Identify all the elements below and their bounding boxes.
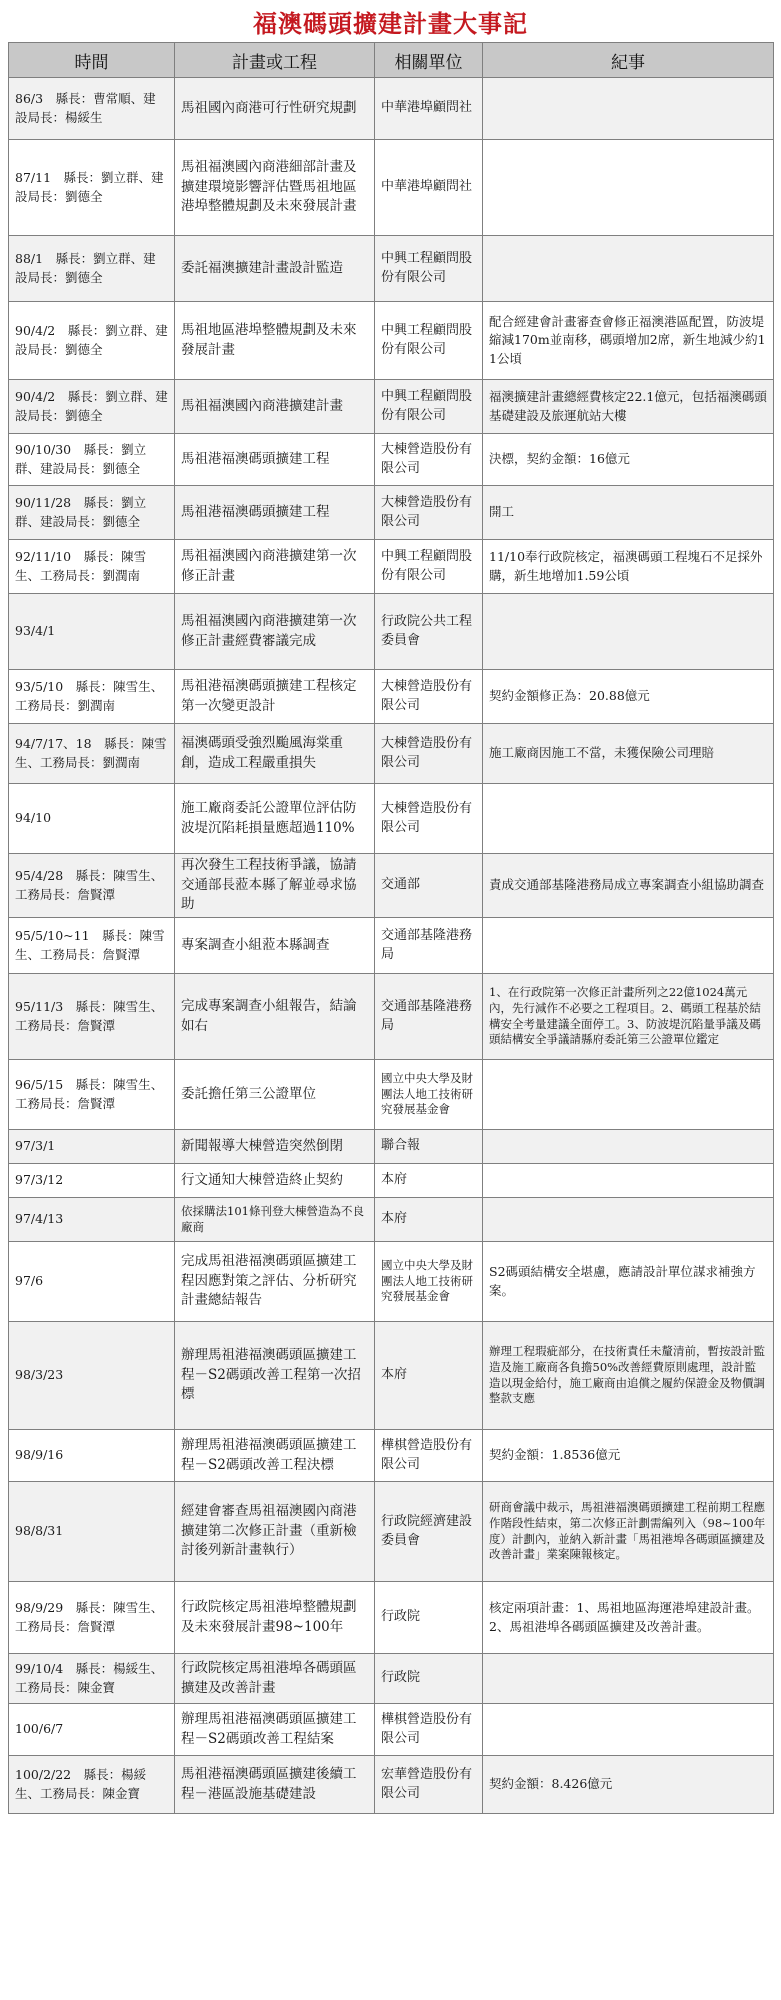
table-row [9,974,774,1060]
table-row [9,1582,774,1654]
table-row [9,1756,774,1814]
cell-note [483,1164,774,1198]
cell-time: 95/4/28 縣長：陳雪生、工務局長：詹賢潭 [9,854,175,918]
cell-time: 95/5/10~11 縣長：陳雪生、工務局長：詹賢潭 [9,918,175,974]
cell-note: 福澳擴建計畫總經費核定22.1億元，包括福澳碼頭基礎建設及旅運航站大樓 [483,380,774,434]
table-row [9,784,774,854]
table-row [9,1430,774,1482]
cell-time: 95/11/3 縣長：陳雪生、工務局長：詹賢潭 [9,974,175,1060]
cell-note: 核定兩項計畫：1、馬祖地區海運港埠建設計畫。2、馬祖港埠各碼頭區擴建及改善計畫。 [483,1582,774,1654]
cell-note [483,236,774,302]
events-table [8,42,774,1814]
cell-plan: 辦理馬祖港福澳碼頭區擴建工程－S2碼頭改善工程結案 [175,1704,375,1756]
cell-time: 86/3 縣長：曹常順、建設局長：楊綏生 [9,78,175,140]
cell-plan: 行文通知大棟營造終止契約 [175,1164,375,1198]
header-row [9,43,774,78]
cell-unit: 本府 [375,1322,483,1430]
cell-plan: 馬祖港福澳碼頭擴建工程 [175,486,375,540]
cell-time: 93/5/10 縣長：陳雪生、工務局長：劉潤南 [9,670,175,724]
cell-note [483,1130,774,1164]
header-note: 紀事 [483,43,774,78]
table-row [9,78,774,140]
cell-unit: 國立中央大學及財團法人地工技術研究發展基金會 [375,1060,483,1130]
cell-note: 契約金額：1.8536億元 [483,1430,774,1482]
cell-unit: 大棟營造股份有限公司 [375,724,483,784]
cell-note: 開工 [483,486,774,540]
cell-note: 施工廠商因施工不當，未獲保險公司理賠 [483,724,774,784]
cell-note [483,1654,774,1704]
cell-time: 90/10/30 縣長：劉立群、建設局長：劉德全 [9,434,175,486]
cell-plan: 馬祖港福澳碼頭區擴建後續工程－港區設施基礎建設 [175,1756,375,1814]
cell-note: 辦理工程瑕疵部分，在技術責任未釐清前，暫按設計監造及施工廠商各負擔50%改善經費原則處理，設計監造以現金給付，施工廠商由追償之履約保證金及物價調整款支應 [483,1322,774,1430]
table-row [9,854,774,918]
cell-plan: 馬祖港福澳碼頭擴建工程核定第一次變更設計 [175,670,375,724]
cell-note [483,78,774,140]
cell-unit: 行政院 [375,1654,483,1704]
table-row [9,1242,774,1322]
cell-plan: 委託福澳擴建計畫設計監造 [175,236,375,302]
cell-plan: 馬祖港福澳碼頭擴建工程 [175,434,375,486]
table-row [9,594,774,670]
cell-time: 97/3/1 [9,1130,175,1164]
cell-unit: 本府 [375,1198,483,1242]
cell-note: 配合經建會計畫審查會修正福澳港區配置，防波堤縮減170m並南移，碼頭增加2席，新生地減少約11公頃 [483,302,774,380]
cell-time: 100/2/22 縣長：楊綏生、工務局長：陳金寶 [9,1756,175,1814]
cell-unit: 樺棋營造股份有限公司 [375,1704,483,1756]
cell-time: 98/8/31 [9,1482,175,1582]
cell-time: 98/9/29 縣長：陳雪生、工務局長：詹賢潭 [9,1582,175,1654]
table-row [9,236,774,302]
cell-unit: 聯合報 [375,1130,483,1164]
header-time: 時間 [9,43,175,78]
cell-time: 97/3/12 [9,1164,175,1198]
cell-unit: 大棟營造股份有限公司 [375,670,483,724]
table-row [9,1164,774,1198]
header-plan: 計畫或工程 [175,43,375,78]
cell-unit: 交通部基隆港務局 [375,974,483,1060]
cell-note: S2碼頭結構安全堪慮，應請設計單位謀求補強方案。 [483,1242,774,1322]
cell-unit: 交通部基隆港務局 [375,918,483,974]
cell-unit: 中興工程顧問股份有限公司 [375,302,483,380]
cell-plan: 福澳碼頭受強烈颱風海棠重創，造成工程嚴重損失 [175,724,375,784]
cell-time: 94/7/17、18 縣長：陳雪生、工務局長：劉潤南 [9,724,175,784]
cell-time: 98/9/16 [9,1430,175,1482]
cell-plan: 經建會審查馬祖福澳國內商港擴建第二次修正計畫（重新檢討後列新計畫執行） [175,1482,375,1582]
cell-plan: 馬祖福澳國內商港擴建計畫 [175,380,375,434]
cell-plan: 馬祖國內商港可行性研究規劃 [175,78,375,140]
cell-unit: 大棟營造股份有限公司 [375,486,483,540]
table-row [9,486,774,540]
table-row [9,1322,774,1430]
table-row [9,1130,774,1164]
cell-plan: 馬祖地區港埠整體規劃及未來發展計畫 [175,302,375,380]
cell-unit: 中興工程顧問股份有限公司 [375,236,483,302]
cell-unit: 中華港埠顧問社 [375,140,483,236]
cell-unit: 大棟營造股份有限公司 [375,434,483,486]
cell-time: 96/5/15 縣長：陳雪生、工務局長：詹賢潭 [9,1060,175,1130]
cell-plan: 辦理馬祖港福澳碼頭區擴建工程－S2碼頭改善工程決標 [175,1430,375,1482]
table-row [9,1198,774,1242]
cell-time: 90/11/28 縣長：劉立群、建設局長：劉德全 [9,486,175,540]
cell-note: 決標，契約金額：16億元 [483,434,774,486]
table-row [9,1482,774,1582]
cell-note: 研商會議中裁示，馬祖港福澳碼頭擴建工程前期工程應作階段性結束，第二次修正計劃需編列入（98~100年度）計劃內，並納入新計畫「馬祖港埠各碼頭區擴建及改善計畫」業案陳報核定。 [483,1482,774,1582]
cell-time: 97/6 [9,1242,175,1322]
table-row [9,380,774,434]
cell-plan: 馬祖福澳國內商港擴建第一次修正計畫 [175,540,375,594]
table-row [9,1060,774,1130]
cell-plan: 委託擔任第三公證單位 [175,1060,375,1130]
cell-note [483,1704,774,1756]
cell-time: 90/4/2 縣長：劉立群、建設局長：劉德全 [9,380,175,434]
table-row [9,302,774,380]
cell-unit: 樺棋營造股份有限公司 [375,1430,483,1482]
cell-unit: 中興工程顧問股份有限公司 [375,380,483,434]
cell-plan: 馬祖福澳國內商港細部計畫及擴建環境影響評估暨馬祖地區港埠整體規劃及未來發展計畫 [175,140,375,236]
cell-unit: 大棟營造股份有限公司 [375,784,483,854]
cell-plan: 辦理馬祖港福澳碼頭區擴建工程－S2碼頭改善工程第一次招標 [175,1322,375,1430]
cell-note: 責成交通部基隆港務局成立專案調查小組協助調查 [483,854,774,918]
cell-note: 1、在行政院第一次修正計畫所列之22億1024萬元內，先行減作不必要之工程項目。2、碼頭工程基於結構安全考量建議全面停工。3、防波堤沉陷量爭議及碼頭結構安全爭議請縣府委託第三公證單位鑑定 [483,974,774,1060]
cell-time: 92/11/10 縣長：陳雪生、工務局長：劉潤南 [9,540,175,594]
cell-plan: 再次發生工程技術爭議，協請交通部長蒞本縣了解並尋求協助 [175,854,375,918]
cell-time: 100/6/7 [9,1704,175,1756]
table-row [9,540,774,594]
cell-unit: 本府 [375,1164,483,1198]
cell-note [483,918,774,974]
cell-unit: 宏華營造股份有限公司 [375,1756,483,1814]
table-row [9,140,774,236]
table-row [9,918,774,974]
table-row [9,724,774,784]
cell-plan: 行政院核定馬祖港埠整體規劃及未來發展計畫98~100年 [175,1582,375,1654]
cell-plan: 專案調查小組蒞本縣調查 [175,918,375,974]
cell-plan: 馬祖福澳國內商港擴建第一次修正計畫經費審議完成 [175,594,375,670]
cell-note [483,1060,774,1130]
header-unit: 相關單位 [375,43,483,78]
cell-unit: 中華港埠顧問社 [375,78,483,140]
cell-plan: 完成專案調查小組報告，結論如右 [175,974,375,1060]
cell-unit: 行政院公共工程委員會 [375,594,483,670]
cell-unit: 中興工程顧問股份有限公司 [375,540,483,594]
cell-note [483,140,774,236]
table-row [9,670,774,724]
cell-unit: 國立中央大學及財團法人地工技術研究發展基金會 [375,1242,483,1322]
cell-note: 契約金額修正為：20.88億元 [483,670,774,724]
cell-unit: 交通部 [375,854,483,918]
cell-plan: 行政院核定馬祖港埠各碼頭區擴建及改善計畫 [175,1654,375,1704]
cell-time: 99/10/4 縣長：楊綏生、工務局長：陳金寶 [9,1654,175,1704]
cell-unit: 行政院經濟建設委員會 [375,1482,483,1582]
cell-note [483,1198,774,1242]
cell-note: 契約金額：8.426億元 [483,1756,774,1814]
cell-time: 98/3/23 [9,1322,175,1430]
cell-time: 97/4/13 [9,1198,175,1242]
table-row [9,1704,774,1756]
cell-plan: 施工廠商委託公證單位評估防波堤沉陷耗損量應超過110% [175,784,375,854]
cell-time: 87/11 縣長：劉立群、建設局長：劉德全 [9,140,175,236]
table-row [9,434,774,486]
cell-plan: 完成馬祖港福澳碼頭區擴建工程因應對策之評估、分析研究計畫總結報告 [175,1242,375,1322]
cell-note [483,594,774,670]
cell-time: 93/4/1 [9,594,175,670]
document-title: 福澳碼頭擴建計畫大事記 [253,10,528,38]
cell-plan: 依採購法101條刊登大棟營造為不良廠商 [175,1198,375,1242]
cell-time: 90/4/2 縣長：劉立群、建設局長：劉德全 [9,302,175,380]
cell-unit: 行政院 [375,1582,483,1654]
cell-time: 94/10 [9,784,175,854]
cell-plan: 新聞報導大棟營造突然倒閉 [175,1130,375,1164]
cell-note [483,784,774,854]
cell-time: 88/1 縣長：劉立群、建設局長：劉德全 [9,236,175,302]
table-row [9,1654,774,1704]
cell-note: 11/10奉行政院核定，福澳碼頭工程塊石不足採外購，新生地增加1.59公頃 [483,540,774,594]
